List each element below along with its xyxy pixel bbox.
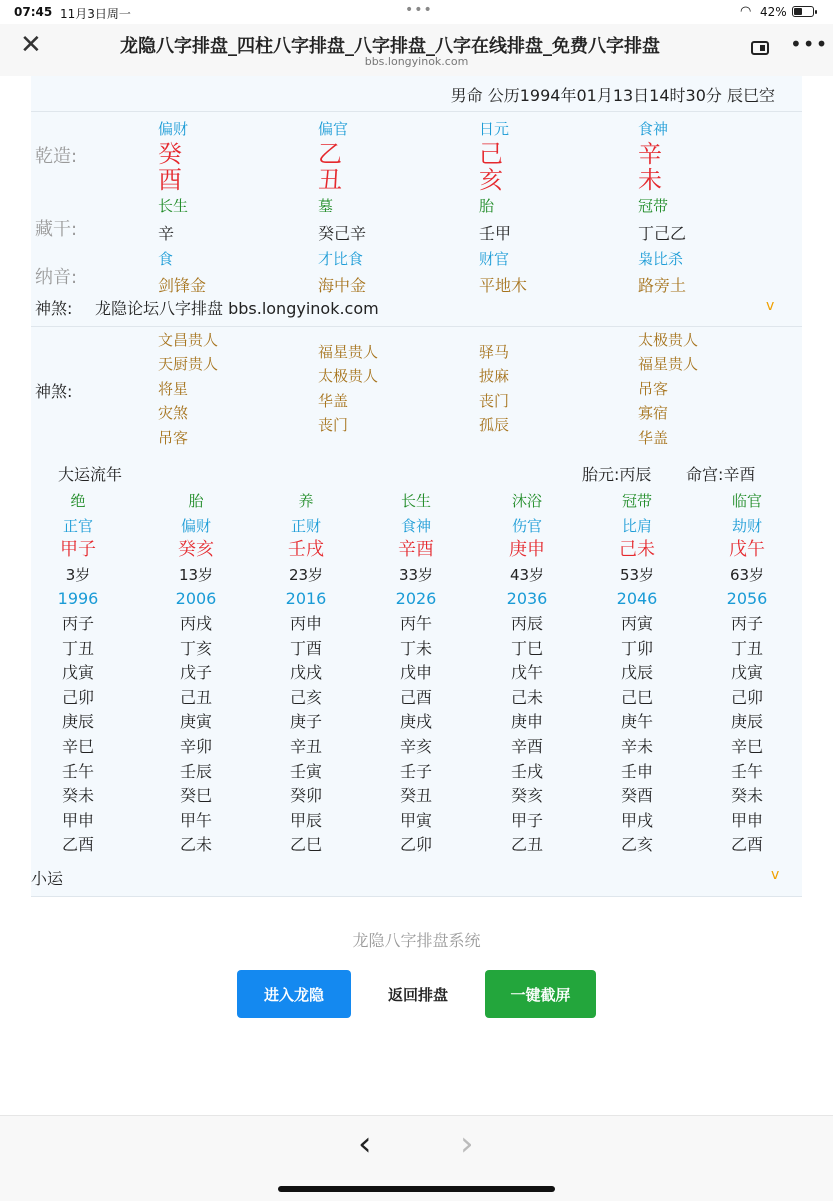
liunian-item: 壬寅	[289, 761, 322, 781]
dayun-stage: 临官	[731, 492, 762, 510]
dayun-column[interactable]	[266, 489, 346, 858]
enter-longyin-button[interactable]: 进入龙隐	[237, 970, 351, 1018]
dayun-stage: 沐浴	[511, 492, 542, 510]
dayun-god: 偏财	[180, 516, 211, 535]
birth-info: 男命 公历1994年01月13日14时30分 辰巳空	[450, 86, 775, 105]
dayun-age: 53岁	[619, 565, 655, 584]
liunian-item: 辛巳	[61, 736, 94, 756]
dayun-year: 2046	[616, 589, 658, 609]
liunian-item: 丙午	[399, 613, 432, 633]
liunian-item: 乙酉	[730, 835, 763, 855]
dayun-age: 23岁	[288, 565, 324, 584]
liunian-item: 丁亥	[179, 638, 212, 658]
dayun-god: 正财	[290, 516, 321, 535]
pillar-stem: 己	[479, 140, 503, 168]
liunian-item: 戊辰	[620, 663, 653, 683]
pillar-nayin: 剑锋金	[158, 276, 207, 295]
wifi-icon: ◠	[740, 4, 752, 19]
shensha-item: 太极贵人	[318, 367, 379, 386]
shensha-link-text[interactable]: 龙隐论坛八字排盘 bbs.longyinok.com	[95, 299, 379, 318]
pillar-god: 日元	[479, 120, 510, 138]
dayun-year: 2056	[726, 589, 768, 609]
canggan-label: 藏干:	[35, 219, 78, 240]
liunian-item: 丙戌	[179, 613, 212, 633]
shensha-item: 吊客	[158, 428, 189, 447]
liunian-item: 庚申	[510, 712, 543, 732]
dayun-pillar: 癸亥	[178, 539, 214, 561]
shensha-link-label: 神煞:	[35, 299, 73, 318]
pillar-branch: 未	[638, 166, 662, 194]
liunian-item: 乙亥	[620, 835, 653, 855]
liunian-item: 甲戌	[620, 810, 653, 830]
liunian-item: 乙巳	[289, 835, 322, 855]
pillar-year	[158, 118, 206, 296]
shensha-item: 驿马	[479, 343, 510, 361]
pillar-hidden: 癸己辛	[318, 224, 367, 243]
liunian-item: 戊戌	[289, 663, 322, 683]
shensha-item: 孤辰	[479, 416, 510, 435]
liunian-item: 丙寅	[620, 613, 653, 633]
dayun-title: 大运流年	[58, 465, 123, 484]
dayun-god: 食神	[400, 516, 431, 535]
shensha-item: 灾煞	[158, 404, 189, 423]
liunian-item: 己丑	[179, 687, 212, 707]
dayun-column[interactable]	[376, 489, 456, 858]
liunian-item: 戊寅	[61, 663, 94, 683]
liunian-item: 壬戌	[510, 761, 543, 781]
shensha-column	[479, 340, 509, 438]
pillar-hidden-gods: 才比食	[318, 250, 364, 268]
pillar-god: 偏官	[318, 120, 349, 138]
pillar-day	[479, 118, 527, 296]
liunian-item: 戊申	[399, 663, 432, 683]
liunian-item: 乙卯	[399, 835, 432, 855]
liunian-item: 癸未	[730, 786, 763, 806]
liunian-item: 庚辰	[61, 712, 94, 732]
forward-arrow-icon[interactable]: ›	[460, 1124, 474, 1164]
divider	[31, 111, 802, 112]
pillar-hidden-gods: 财官	[479, 250, 510, 268]
dayun-stage: 绝	[70, 492, 86, 510]
liunian-item: 壬申	[620, 761, 653, 781]
liunian-item: 辛丑	[289, 736, 322, 756]
qianzao-label: 乾造:	[35, 146, 78, 167]
close-icon[interactable]: ✕	[20, 30, 42, 60]
shensha-item: 华盖	[638, 428, 669, 447]
pillar-nayin: 路旁土	[638, 276, 687, 295]
dayun-stage: 冠带	[621, 492, 652, 510]
battery-icon	[792, 6, 814, 17]
pillar-stem: 辛	[638, 140, 662, 168]
liunian-item: 壬午	[730, 761, 763, 781]
dayun-god: 正官	[62, 516, 93, 535]
liunian-item: 辛未	[620, 736, 653, 756]
shensha-item: 丧门	[318, 416, 349, 435]
pillar-hour	[638, 118, 686, 296]
liunian-item: 己卯	[730, 687, 763, 707]
liunian-item: 癸丑	[399, 786, 432, 806]
liunian-item: 癸未	[61, 786, 94, 806]
liunian-item: 乙未	[179, 835, 212, 855]
dayun-column[interactable]	[487, 489, 567, 858]
shensha-item: 福星贵人	[638, 355, 699, 374]
status-date: 11月3日周一	[60, 7, 131, 21]
pillar-hidden-gods: 枭比杀	[638, 250, 684, 268]
liunian-item: 壬子	[399, 761, 432, 781]
dayun-year: 2036	[506, 589, 548, 609]
pillar-nayin: 海中金	[318, 276, 367, 295]
minggong: 命宫:辛酉	[686, 465, 756, 484]
pillar-branch: 丑	[318, 166, 342, 194]
system-name: 龙隐八字排盘系统	[352, 931, 481, 950]
shensha-column	[318, 340, 378, 438]
dayun-age: 33岁	[398, 565, 434, 584]
liunian-item: 戊寅	[730, 663, 763, 683]
shensha-item: 丧门	[479, 391, 510, 410]
back-to-chart-button[interactable]: 返回排盘	[387, 985, 448, 1004]
dayun-age: 63岁	[729, 565, 765, 584]
liunian-item: 辛酉	[510, 736, 543, 756]
shensha-item: 披麻	[479, 367, 510, 386]
liunian-item: 丙子	[730, 613, 763, 633]
pillar-stage: 墓	[318, 197, 334, 215]
battery-percent: 42%	[760, 5, 787, 19]
liunian-item: 甲子	[510, 810, 543, 830]
screenshot-button[interactable]: 一键截屏	[485, 970, 596, 1018]
shensha-label: 神煞:	[35, 382, 73, 401]
dayun-year: 2016	[285, 589, 327, 609]
liunian-item: 丁酉	[289, 638, 322, 658]
status-bar	[0, 0, 833, 24]
browser-header	[0, 24, 833, 76]
dayun-year: 2026	[395, 589, 437, 609]
dayun-age: 43岁	[509, 565, 545, 584]
dayun-pillar: 己未	[619, 539, 655, 561]
tabs-icon[interactable]	[751, 41, 769, 55]
pillar-stem: 癸	[158, 140, 182, 168]
shensha-item: 太极贵人	[638, 331, 699, 349]
shensha-item: 将星	[158, 379, 189, 398]
liunian-item: 丁卯	[620, 638, 653, 658]
divider	[31, 896, 802, 897]
dayun-god: 伤官	[511, 516, 542, 535]
dayun-pillar: 戊午	[729, 539, 765, 561]
liunian-item: 乙酉	[61, 835, 94, 855]
shensha-item: 吊客	[638, 379, 669, 398]
pillar-nayin: 平地木	[479, 276, 528, 295]
multitask-dots-icon[interactable]: •••	[405, 2, 433, 18]
pillar-hidden: 丁己乙	[638, 224, 687, 243]
liunian-item: 辛卯	[179, 736, 212, 756]
chevron-down-icon[interactable]: v	[771, 867, 780, 883]
dayun-pillar: 辛酉	[398, 539, 434, 561]
shensha-column	[158, 328, 218, 450]
pillar-branch: 亥	[479, 166, 503, 194]
liunian-item: 庚子	[289, 712, 322, 732]
pillar-stage: 长生	[158, 197, 189, 215]
pillar-god: 偏财	[158, 120, 189, 138]
dayun-year: 2006	[175, 589, 217, 609]
liunian-item: 己酉	[399, 687, 432, 707]
liunian-item: 庚辰	[730, 712, 763, 732]
liunian-item: 癸酉	[620, 786, 653, 806]
liunian-item: 壬午	[61, 761, 94, 781]
liunian-item: 庚寅	[179, 712, 212, 732]
page-url: bbs.longyinok.com	[364, 55, 469, 68]
pillar-stem: 乙	[318, 140, 342, 168]
pillar-month	[318, 118, 366, 296]
pillar-hidden: 壬甲	[479, 224, 512, 243]
liunian-item: 甲辰	[289, 810, 322, 830]
chevron-down-icon[interactable]: v	[766, 298, 775, 314]
liunian-item: 丁巳	[510, 638, 543, 658]
liunian-item: 丁未	[399, 638, 432, 658]
dayun-stage: 长生	[400, 492, 431, 510]
nayin-label: 纳音:	[35, 267, 78, 288]
liunian-item: 丁丑	[730, 638, 763, 658]
shensha-item: 寡宿	[638, 404, 669, 423]
liunian-item: 戊子	[179, 663, 212, 683]
dayun-pillar: 庚申	[509, 539, 545, 561]
liunian-item: 癸卯	[289, 786, 322, 806]
status-time: 07:45	[14, 5, 53, 19]
pillar-hidden-gods: 食	[158, 250, 174, 268]
dayun-god: 比肩	[621, 516, 652, 535]
home-indicator	[278, 1186, 555, 1192]
pillar-hidden: 辛	[158, 224, 175, 243]
dayun-pillar: 壬戌	[288, 539, 324, 561]
dayun-year: 1996	[57, 589, 99, 609]
liunian-item: 庚戌	[399, 712, 432, 732]
shensha-item: 天厨贵人	[158, 355, 219, 374]
liunian-item: 甲申	[730, 810, 763, 830]
xiaoyun-label: 小运	[31, 869, 64, 888]
pillar-branch: 酉	[158, 166, 182, 194]
shensha-item: 福星贵人	[318, 343, 379, 361]
shensha-column	[638, 328, 698, 450]
pillar-stage: 冠带	[638, 197, 669, 215]
liunian-item: 己亥	[289, 687, 322, 707]
dayun-age: 13岁	[178, 565, 214, 584]
liunian-item: 戊午	[510, 663, 543, 683]
liunian-item: 癸亥	[510, 786, 543, 806]
liunian-item: 癸巳	[179, 786, 212, 806]
liunian-item: 己巳	[620, 687, 653, 707]
back-arrow-icon[interactable]: ‹	[358, 1124, 372, 1164]
liunian-item: 甲寅	[399, 810, 432, 830]
dayun-pillar: 甲子	[60, 539, 96, 561]
liunian-item: 壬辰	[179, 761, 212, 781]
page-title: 龙隐八字排盘_四柱八字排盘_八字排盘_八字在线排盘_免费八字排盘	[120, 36, 660, 57]
dayun-column[interactable]	[38, 489, 118, 858]
liunian-item: 甲申	[61, 810, 94, 830]
shensha-item: 文昌贵人	[158, 331, 219, 349]
dayun-god: 劫财	[731, 516, 762, 535]
liunian-item: 丙申	[289, 613, 322, 633]
liunian-item: 己未	[510, 687, 543, 707]
divider	[31, 326, 802, 327]
dayun-stage: 养	[298, 492, 314, 510]
liunian-item: 辛巳	[730, 736, 763, 756]
shensha-item: 华盖	[318, 391, 349, 410]
liunian-item: 丙子	[61, 613, 94, 633]
dayun-stage: 胎	[188, 492, 204, 510]
pillar-stage: 胎	[479, 197, 495, 215]
liunian-item: 丙辰	[510, 613, 543, 633]
dayun-column[interactable]	[597, 489, 677, 858]
dayun-age: 3岁	[65, 565, 91, 584]
taiyuan: 胎元:丙辰	[582, 465, 652, 484]
liunian-item: 己卯	[61, 687, 94, 707]
pillar-god: 食神	[638, 120, 669, 138]
liunian-item: 庚午	[620, 712, 653, 732]
dayun-column[interactable]	[707, 489, 787, 858]
liunian-item: 乙丑	[510, 835, 543, 855]
liunian-item: 辛亥	[399, 736, 432, 756]
liunian-item: 丁丑	[61, 638, 94, 658]
dayun-column[interactable]	[156, 489, 236, 858]
liunian-item: 甲午	[179, 810, 212, 830]
more-icon[interactable]: •••	[790, 32, 829, 56]
